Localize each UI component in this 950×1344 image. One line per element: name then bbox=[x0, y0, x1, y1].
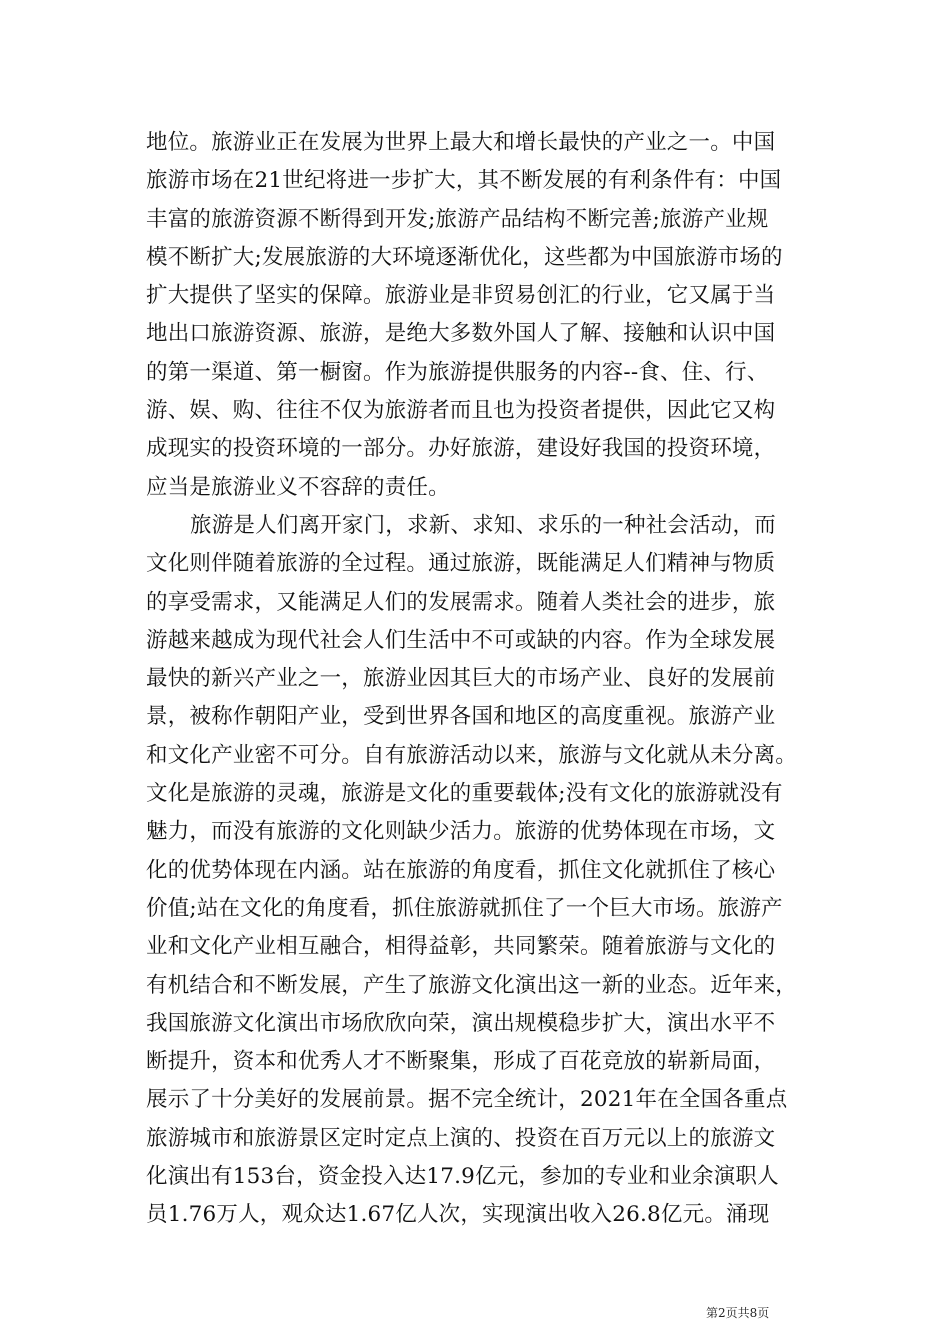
paragraph-1 bbox=[146, 124, 822, 507]
text-line: 的第一渠道、第一橱窗。作为旅游提供服务的内容--食、住、行、 bbox=[146, 359, 769, 385]
paragraph-2 bbox=[146, 507, 822, 1235]
text-line: 旅游市场在21世纪将进一步扩大，其不断发展的有利条件有：中国 bbox=[146, 168, 782, 194]
text-line: 我国旅游文化演出市场欣欣向荣，演出规模稳步扩大，演出水平不 bbox=[146, 1010, 776, 1036]
text-line: 最快的新兴产业之一，旅游业因其巨大的市场产业、良好的发展前 bbox=[146, 666, 776, 692]
text-line: 业和文化产业相互融合，相得益彰，共同繁荣。随着旅游与文化的 bbox=[146, 934, 776, 960]
text-line: 游、娱、购、往往不仅为旅游者而且也为投资者提供，因此它又构 bbox=[146, 398, 776, 424]
text-line: 景，被称作朝阳产业，受到世界各国和地区的高度重视。旅游产业 bbox=[146, 704, 776, 730]
text-line: 丰富的旅游资源不断得到开发;旅游产品结构不断完善;旅游产业规 bbox=[146, 206, 769, 232]
text-line: 应当是旅游业义不容辞的责任。 bbox=[146, 474, 450, 500]
text-line: 和文化产业密不可分。自有旅游活动以来，旅游与文化就从未分离。 bbox=[146, 742, 798, 768]
text-line: 魅力，而没有旅游的文化则缺少活力。旅游的优势体现在市场，文 bbox=[146, 819, 776, 845]
page-number-footer: 第2页共8页 bbox=[706, 1306, 770, 1320]
text-line: 游越来越成为现代社会人们生活中不可或缺的内容。作为全球发展 bbox=[146, 627, 776, 653]
text-line: 地出口旅游资源、旅游，是绝大多数外国人了解、接触和认识中国 bbox=[146, 321, 776, 347]
body-text bbox=[146, 124, 822, 1235]
text-line: 扩大提供了坚实的保障。旅游业是非贸易创汇的行业，它又属于当 bbox=[146, 283, 776, 309]
text-line: 旅游是人们离开家门，求新、求知、求乐的一种社会活动，而 bbox=[190, 512, 776, 538]
text-line: 员1.76万人，观众达1.67亿人次，实现演出收入26.8亿元。涌现 bbox=[146, 1202, 770, 1228]
text-line: 展示了十分美好的发展前景。据不完全统计，2021年在全国各重点 bbox=[146, 1087, 788, 1113]
text-line: 地位。旅游业正在发展为世界上最大和增长最快的产业之一。中国 bbox=[146, 130, 776, 155]
text-line: 化的优势体现在内涵。站在旅游的角度看，抓住文化就抓住了核心 bbox=[146, 857, 776, 883]
text-line: 旅游城市和旅游景区定时定点上演的、投资在百万元以上的旅游文 bbox=[146, 1125, 776, 1151]
text-line: 的享受需求，又能满足人们的发展需求。随着人类社会的进步，旅 bbox=[146, 589, 776, 615]
text-line: 成现实的投资环境的一部分。办好旅游，建设好我国的投资环境， bbox=[146, 436, 776, 462]
text-line: 文化是旅游的灵魂，旅游是文化的重要载体;没有文化的旅游就没有 bbox=[146, 781, 783, 807]
text-line: 价值;站在文化的角度看，抓住旅游就抓住了一个巨大市场。旅游产 bbox=[146, 895, 783, 921]
text-line: 文化则伴随着旅游的全过程。通过旅游，既能满足人们精神与物质 bbox=[146, 551, 776, 577]
text-line: 化演出有153台，资金投入达17.9亿元，参加的专业和业余演职人 bbox=[146, 1164, 779, 1190]
text-line: 有机结合和不断发展，产生了旅游文化演出这一新的业态。近年来， bbox=[146, 972, 798, 998]
text-line: 断提升，资本和优秀人才不断聚集，形成了百花竞放的崭新局面， bbox=[146, 1049, 776, 1075]
text-line: 模不断扩大;发展旅游的大环境逐渐优化，这些都为中国旅游市场的 bbox=[146, 244, 783, 270]
